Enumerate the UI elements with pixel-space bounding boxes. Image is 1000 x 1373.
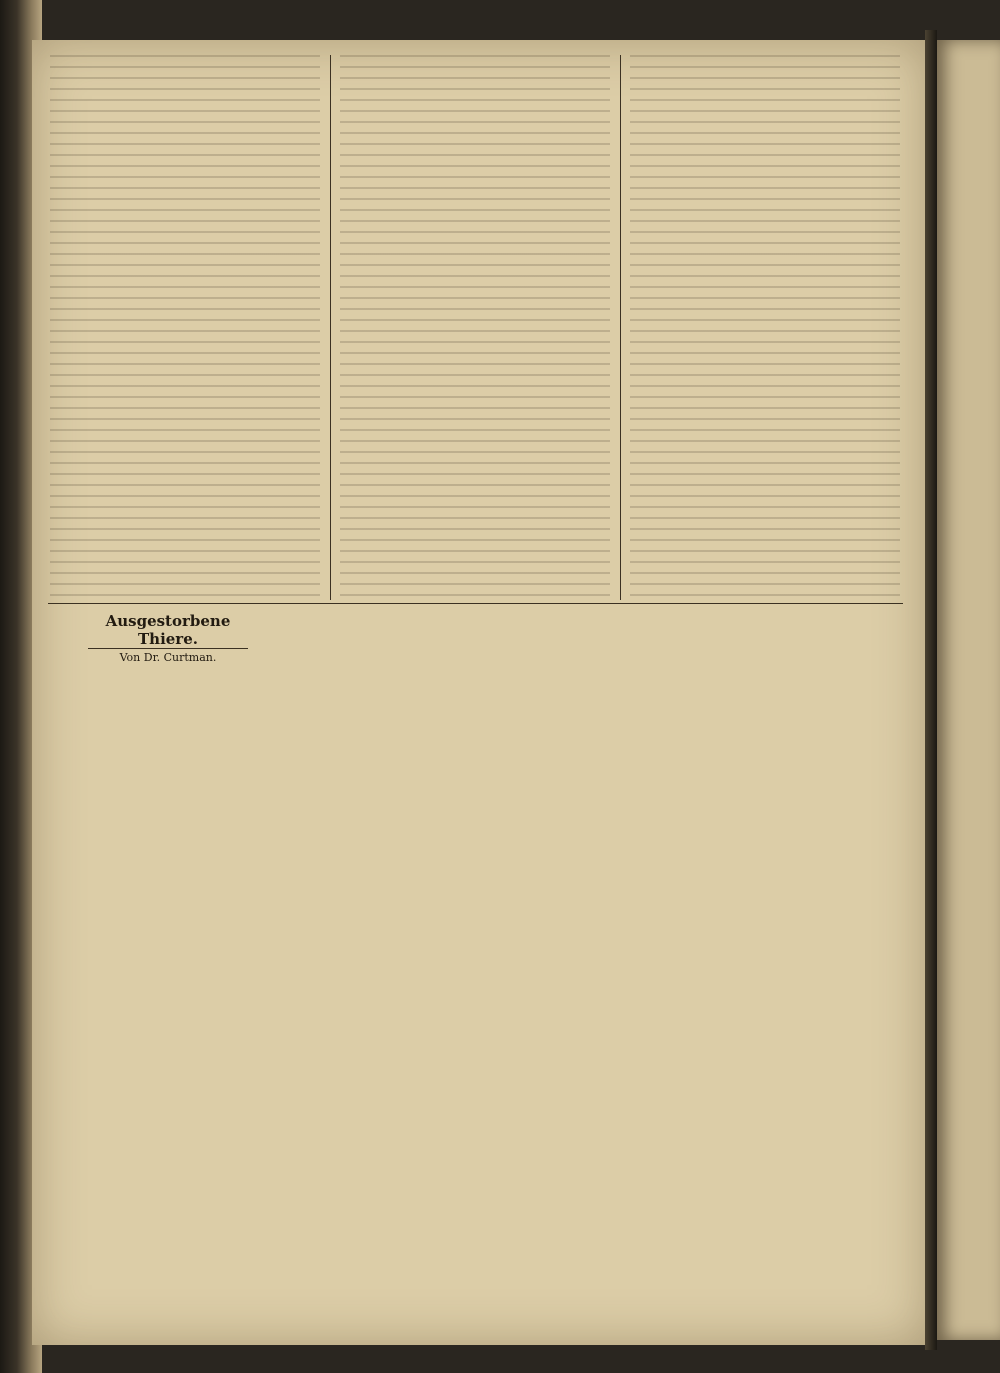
article-extinct-animals <box>48 612 903 1272</box>
column-rule <box>330 55 331 600</box>
article-title: Ausgestorbene Thiere. <box>88 612 248 649</box>
upper-column-2 <box>340 55 610 600</box>
adjacent-page-edge <box>937 40 1000 1340</box>
column-rule <box>620 55 621 600</box>
book-gutter <box>925 30 937 1350</box>
article-author: Von Dr. Curtman. <box>119 651 217 664</box>
article-body <box>48 672 903 1272</box>
section-divider <box>48 603 903 604</box>
upper-column-3 <box>630 55 900 600</box>
upper-column-1 <box>50 55 320 600</box>
